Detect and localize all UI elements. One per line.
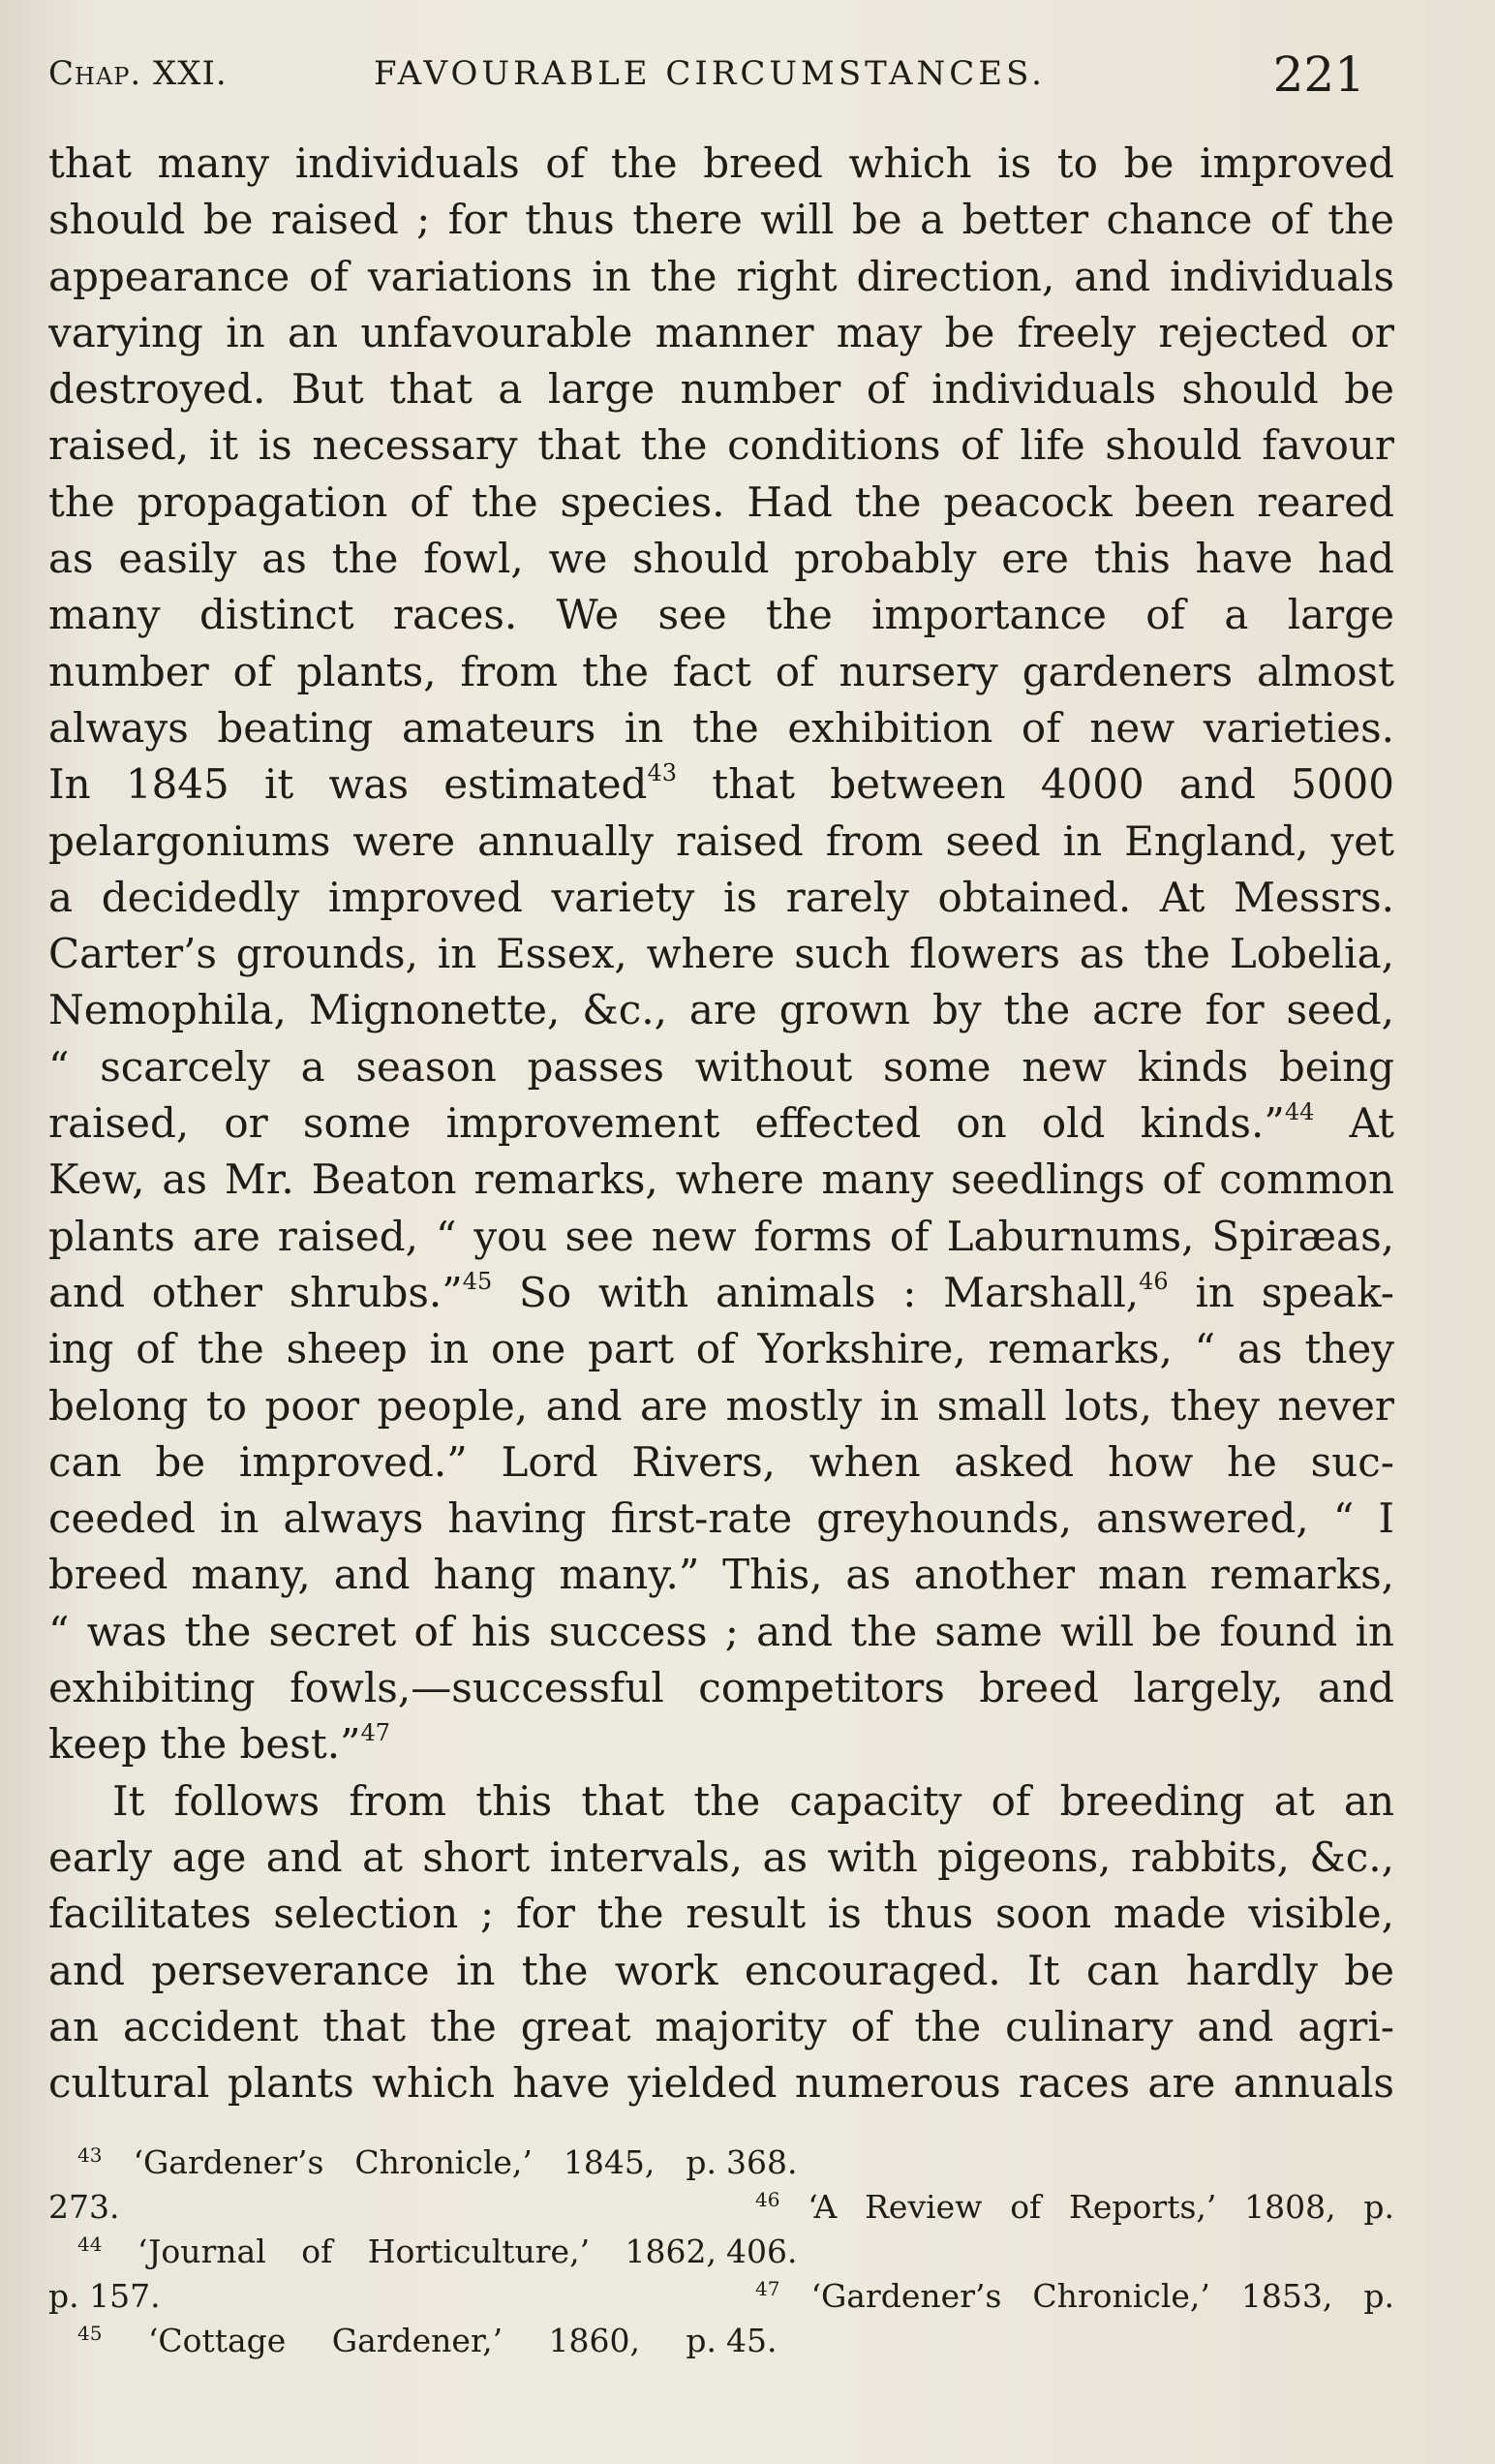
text-line [48,531,1394,587]
footnote-line [755,2274,1394,2319]
text-line [48,1491,1394,1547]
line-text: Nemophila, Mignonette, &c., are grown by the acre for seed, [48,986,1394,1034]
footnote-number: 44 [77,2233,103,2256]
line-text: pelargoniums were annually raised from seed in England, yet [48,816,1394,865]
line-text: It follows from this that the capacity of breeding at an [112,1776,1394,1825]
footnote-text: p. 157. [48,2277,161,2315]
line-text: Kew, as Mr. Beaton remarks, where many seedlings of common [48,1155,1394,1204]
text-line [48,2055,1394,2111]
footnotes-right-column [726,2141,1394,2363]
line-text: “ was the secret of his success ; and the same will be found in [48,1607,1394,1655]
text-line [48,756,1394,813]
footnote-number: 46 [755,2188,780,2211]
line-text: varying in an unfavourable manner may be freely rejected or [48,308,1394,356]
line-text: early age and at short intervals, as with pigeons, rabbits, &c., [48,1833,1394,1881]
line-text: Carter’s grounds, in Essex, where such flowers as the Lobelia, [48,930,1394,978]
text-line [48,1321,1394,1377]
footnote-number: 43 [77,2143,103,2167]
line-text: plants are raised, “ you see new forms of Laburnums, Spiræas, [48,1212,1394,1260]
footnote-line [48,2274,717,2319]
text-line [48,1152,1394,1208]
footnote-line [726,2230,1394,2274]
line-text: always beating amateurs in the exhibition of new varieties. [48,703,1394,752]
text-line [48,1434,1394,1491]
text-line [48,1660,1394,1716]
text-line [48,1095,1394,1152]
text-line [48,1999,1394,2055]
footnote-line [77,2141,717,2185]
line-text: ceeded in always having first-rate greyhounds, answered, “ I [48,1494,1394,1543]
footnote-line [726,2141,1394,2185]
line-text: cultural plants which have yielded numerous races are annuals [48,2059,1394,2108]
footnote-ref: 45 [462,1267,493,1295]
body-text [48,136,1394,2111]
text-line [48,1265,1394,1321]
line-text: can be improved.” Lord Rivers, when asked how he suc- [48,1437,1394,1486]
text-line [48,1773,1394,1830]
text-line [48,192,1394,248]
footnote-number: 45 [77,2322,103,2345]
footnote-line [77,2230,717,2274]
text-line [48,1039,1394,1095]
footnote-text: ‘Gardener’s Chronicle,’ 1845, p. [102,2143,717,2181]
text-line [48,644,1394,700]
page-header [48,46,1365,114]
line-text: and perseverance in the work encouraged. It can hardly be [48,1946,1394,1994]
text-line [48,1378,1394,1434]
footnote-text: ‘Gardener’s Chronicle,’ 1853, p. [779,2277,1394,2315]
footnote-line [48,2185,717,2230]
text-line [48,249,1394,305]
text-line [48,700,1394,756]
text-line [48,417,1394,474]
line-text: keep the best.” [48,1720,361,1769]
footnote-text: 368. [726,2143,798,2181]
footnote-ref: 46 [1139,1267,1169,1295]
line-text: an accident that the great majority of the culinary and agri- [48,2002,1394,2050]
text-line [48,1547,1394,1603]
footnote-text: ‘Journal of Horticulture,’ 1862, [102,2233,717,2270]
footnote-line [755,2185,1394,2230]
text-line [48,1943,1394,1999]
line-text: belong to poor people, and are mostly in small lots, they never [48,1381,1394,1430]
line-text: breed many, and hang many.” This, as another man remarks, [48,1551,1394,1599]
footnote-number: 47 [755,2277,780,2300]
footnotes [48,2141,1404,2383]
line-text: facilitates selection ; for the result is thus soon made visible, [48,1890,1394,1938]
footnote-line [77,2319,717,2363]
text-line [48,475,1394,531]
text-line [48,926,1394,982]
line-text: should be raised ; for thus there will be a better chance of the [48,196,1394,244]
footnote-ref: 47 [360,1719,391,1747]
line-text: destroyed. But that a large number of individuals should be [48,365,1394,414]
text-line [48,1830,1394,1886]
line-text: number of plants, from the fact of nursery gardeners almost [48,647,1394,695]
text-line [48,361,1394,417]
footnotes-left-column [48,2141,717,2363]
text-line [48,982,1394,1038]
text-line [48,587,1394,643]
footnote-ref: 44 [1284,1098,1315,1126]
footnote-text: ‘A Review of Reports,’ 1808, p. [779,2188,1394,2226]
line-text: appearance of variations in the right direction, and individuals [48,252,1394,300]
line-text: and other shrubs.” [48,1268,463,1316]
footnote-text: 273. [48,2188,120,2226]
line-text: in speak- [1168,1268,1394,1316]
line-text: raised, or some improvement effected on old kinds.” [48,1099,1285,1148]
text-line [48,305,1394,361]
page-number: 221 [1272,46,1365,103]
footnote-text: 406. [726,2233,798,2270]
text-line [48,1604,1394,1660]
line-text: a decidedly improved variety is rarely obtained. At Messrs. [48,873,1394,921]
line-text: raised, it is necessary that the conditions of life should favour [48,421,1394,470]
line-text: as easily as the fowl, we should probably ere this have had [48,535,1394,583]
line-text: “ scarcely a season passes without some new kinds being [48,1042,1394,1091]
text-line [48,870,1394,926]
footnote-text: 45. [726,2322,778,2359]
line-text: At [1314,1099,1394,1148]
footnote-text: ‘Cottage Gardener,’ 1860, p. [102,2322,717,2359]
line-text: exhibiting fowls,—successful competitors breed largely, and [48,1664,1394,1712]
line-text: So with animals : Marshall, [492,1268,1140,1316]
footnote-line [726,2319,1394,2363]
text-line [48,1209,1394,1265]
text-line [48,1886,1394,1942]
running-title: FAVOURABLE CIRCUMSTANCES. [374,54,1046,93]
text-line [48,1716,1394,1772]
chapter-label: Chap. XXI. [48,54,228,93]
line-text: many distinct races. We see the importance of a large [48,591,1394,639]
line-text: In 1845 it was estimated [48,760,648,809]
line-text: the propagation of the species. Had the peacock been reared [48,477,1394,526]
line-text: ing of the sheep in one part of Yorkshire, remarks, “ as they [48,1325,1394,1373]
line-text: that between 4000 and 5000 [677,760,1394,809]
text-line [48,814,1394,870]
footnote-ref: 43 [647,759,677,787]
text-line [48,136,1394,192]
line-text: that many individuals of the breed which is to be improved [48,139,1394,187]
